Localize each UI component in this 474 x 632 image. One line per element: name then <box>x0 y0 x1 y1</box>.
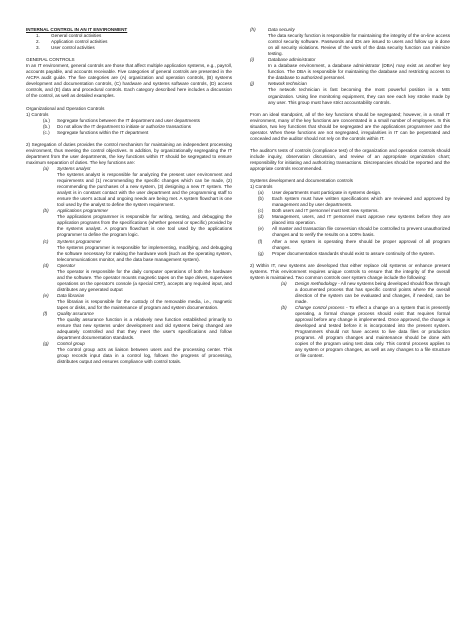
role-block: (d) Operator The operator is responsible for the daily computer operations of both the hardware and the software. The operator mounts magnetic tapes on the tape drives, supervises operations on the operator's console (a special CRT), accepts any required input, and distributes any generated output <box>26 263 232 293</box>
list-item: 2. Application control activities <box>36 39 108 45</box>
role-text: The systems programmer is responsible for implementing, modifying, and debugging the software necessary for making the hardware work (such as the operating system, telecommunications monitor, and the data base management system). <box>57 244 232 262</box>
list-item: (a.) Segregate functions between the IT department and user departments <box>43 117 200 123</box>
list-item: (e) All master and transaction file conversion should be controlled to prevent unauthorized changes and to verify the results on a 100% basis. <box>258 226 450 238</box>
list-item: (b.) Do not allow the IT department to initiate or authorize transactions <box>43 123 191 129</box>
sub-heading: 1) Controls <box>26 111 49 117</box>
list-item: (a) User departments must participate in systems design. <box>258 190 382 196</box>
paragraph: 2) Segregation of duties provides the control mechanism for maintaining an independent processing environment, thus meeting the control objectives. In addition, by organizationally segregating the IT department from the user departments, the key functions within IT should be segregated to ensure maximum separation of duties. The key functions are: <box>26 141 232 165</box>
role-heading: Control group <box>57 341 85 347</box>
paragraph: The auditor's tests of controls (compliance test) of the organization and operation controls should include inquiry, observation discussion, and review of an appropriate organization chart; responsibility for initiating and authorizing transactions. Discrepancies should be reported and the appropriate controls recommended. <box>250 147 450 171</box>
list-item: (c.) Segregate functions within the IT department <box>43 129 149 135</box>
role-heading: Systems programmer <box>57 238 101 244</box>
section-heading: GENERAL CONTROLS <box>26 57 75 63</box>
list-item: (c) Both users and IT personnel must test new systems. <box>258 208 379 214</box>
right-column <box>250 27 450 359</box>
role-block: (j) Network technician The network technician is fast becoming the most powerful position in a MIS organization. Using line monitoring equipment, they can see each key stroke made by any user. This group must have strict accountability controls. <box>250 81 450 105</box>
role-heading: Data librarian <box>57 292 85 298</box>
role-block: (b) Applications programmer The applications programmer is responsible for writing, testing, and debugging the application programs from the specifications (whether general or specific) provided by the systems analyst. A program flowchart is one tool used by the applications programmer to define the program logic. <box>26 208 232 238</box>
role-heading: Database administrator <box>268 57 316 63</box>
document-title: INTERNAL CONTROL IN AN IT ENVIRONMENT <box>26 27 128 32</box>
role-text: The systems analyst is responsible for analyzing the present user environment and requirements and (1) recommending the specific changes which can be made, (2) recommending the purchases of a new system, (3) designing a new IT system. The analyst is in constant contact with the user department and the programming staff to ensure the user's actual and ongoing needs are being met. A system flowchart is one tool used by the analyst to define the system requirement. <box>57 171 232 208</box>
role-heading: Data security <box>268 27 295 32</box>
list-item: 3. User control activities <box>36 45 95 51</box>
list-item: (b) Change control process - To effect a change on a system that is presently operating, a formal change process should exist that requires formal approval before any change is implemented. Once approved, the change is developed and tested before it is incorporated into the present system. Programmers should not have access to live data files or production programs. All program changes and maintenance should be done with copies of the program using test data only. This control process applies to any system or program changes, as well as any changes to a file structure or file content. <box>281 304 450 359</box>
role-block: (c) Systems programmer The systems programmer is responsible for implementing, modifying, and debugging the software necessary for making the hardware work (such as the operating system, telecommunications monitor, and the data base management system). <box>26 239 232 263</box>
paragraph: 2) Within IT, new systems are developed that either replace old systems or enhance present systems. This environment requires unique controls to ensure that the integrity of the overall system is maintained. Two common controls over system change include the following: <box>250 262 450 280</box>
role-block: (g) Control group The control group acts as liaison between users and the processing center. This group records input data in a control log, follows the progress of processing, distributes output and ensures compliance with control totals. <box>26 341 232 365</box>
role-text: The control group acts as liaison between users and the processing center. This group records input data in a control log, follows the progress of processing, distributes output and ensures compliance with control totals. <box>57 347 232 365</box>
section-heading: Systems development and documentation controls <box>250 178 353 184</box>
role-text: The network technician is fast becoming the most powerful position in a MIS organization. Using line monitoring equipment, they can see each key stroke made by any user. This group must have strict accountability controls. <box>268 87 450 105</box>
role-block: (a) Systems analyst The systems analyst is responsible for analyzing the present user environment and requirements and (1) recommending the specific changes which can be made, (2) recommending the purchases of a new system, (3) designing a new IT system. The analyst is in constant contact with the user department and the programming staff to ensure the user's actual and ongoing needs are being met. A system flowchart is one tool used by the analyst to define the system requirement. <box>26 166 232 208</box>
intro-list <box>26 33 232 51</box>
list-item: 1. General control activities <box>36 33 102 39</box>
role-heading: Systems analyst <box>57 165 91 171</box>
role-text: The quality assurance function is a relatively new function established primarily to ensure that new systems under development and old systems being changed are adequately controlled and that they meet the user's specifications and follow department documentation standards. <box>57 317 232 341</box>
role-text: The applications programmer is responsible for writing, testing, and debugging the application programs from the specifications (whether general or specific) provided by the systems analyst. A program flowchart is one tool used by the applications programmer to define the program logic. <box>57 214 232 238</box>
role-text: The librarian is responsible for the custody of the removable media, i.e., magnetic tapes or disks, and for the maintenance of program and system documentation. <box>57 298 232 311</box>
role-text: In a database environment, a database administrator (DBA) may exist as another key function. The DBA is responsible for maintaining the database and restricting access to the database to authorized personnel. <box>268 63 450 81</box>
role-block: (h) Data security The data security function is responsible for maintaining the integrity of the on-line access control security software. Passwords and IDs are issued to users and follow up is done on all security violations. Review of the work of the data security function can minimize testing. <box>250 27 450 57</box>
role-text: The operator is responsible for the daily computer operations of both the hardware and the software. The operator mounts magnetic tapes on the tape drives, supervises operations on the operator's console (a special CRT), accepts any required input, and distributes any generated output <box>57 268 232 292</box>
list-item: (a) Design methodology - All new systems being developed should flow through a documented process that has specific control points where the overall direction of the system can be evaluated and changes, if needed, can be made. <box>281 280 450 304</box>
item-heading: Change control process <box>295 304 345 310</box>
list-item: (b) Each system must have written specifications which are reviewed and approved by management and by user departments. <box>258 196 450 208</box>
role-heading: Operator <box>57 262 76 268</box>
role-block: (e) Data librarian The librarian is responsible for the custody of the removable media, i.e., magnetic tapes or disks, and for the maintenance of program and system documentation. <box>26 293 232 311</box>
role-heading: Applications programmer <box>57 208 109 214</box>
section-heading: Organizational and Operation Controls <box>26 105 105 111</box>
role-block: (f) Quality assurance The quality assurance function is a relatively new function established primarily to ensure that new systems under development and old systems being changed are adequately controlled and that they meet the user's specifications and follow department documentation standards. <box>26 311 232 341</box>
item-heading: Design methodology <box>295 280 337 286</box>
paragraph: From an ideal standpoint, all of the key functions should be segregated; however, in a small IT environment, many of the key functions are concentrated in a small number of employees. In this situation, two key functions that should be segregated are the applications programmer and the operator. When these functions are not segregated, irregularities in IT can be perpetrated and concealed and the auditor should not rely on the controls within IT. <box>250 111 450 141</box>
role-heading: Quality assurance <box>57 311 94 317</box>
sub-heading: 1) Controls <box>250 184 273 190</box>
role-heading: Network technician <box>268 81 307 87</box>
list-item: (d) Management, users, and IT personnel must approve new systems before they are placed into operation. <box>258 214 450 226</box>
left-column <box>26 27 232 365</box>
role-text: The data security function is responsible for maintaining the integrity of the on-line access control security software. Passwords and IDs are issued to users and follow up is done on all security violations. Review of the work of the data security function can minimize testing. <box>268 33 450 57</box>
list-item: (f) After a new system is operating there should be proper approval of all program changes. <box>258 238 450 250</box>
list-item: (g) Proper documentation standards should exist to assure continuity of the system. <box>258 250 435 256</box>
role-block: (i) Database administrator In a database environment, a database administrator (DBA) may exist as another key function. The DBA is responsible for maintaining the database and restricting access to the database to authorized personnel. <box>250 57 450 81</box>
paragraph: In an IT environment, general controls are those that affect multiple application systems, e.g., payroll, accounts payable, and accounts receivable. Five categories of general controls are presented in the AICPA audit guide. The five categories are (A) organization and operation controls, (B) systems development and documentation controls, (C) hardware and systems software controls, (D) access controls, and (E) data and procedural controls. Each category described here includes a discussion of the control, as well as detailed examples. <box>26 63 232 99</box>
